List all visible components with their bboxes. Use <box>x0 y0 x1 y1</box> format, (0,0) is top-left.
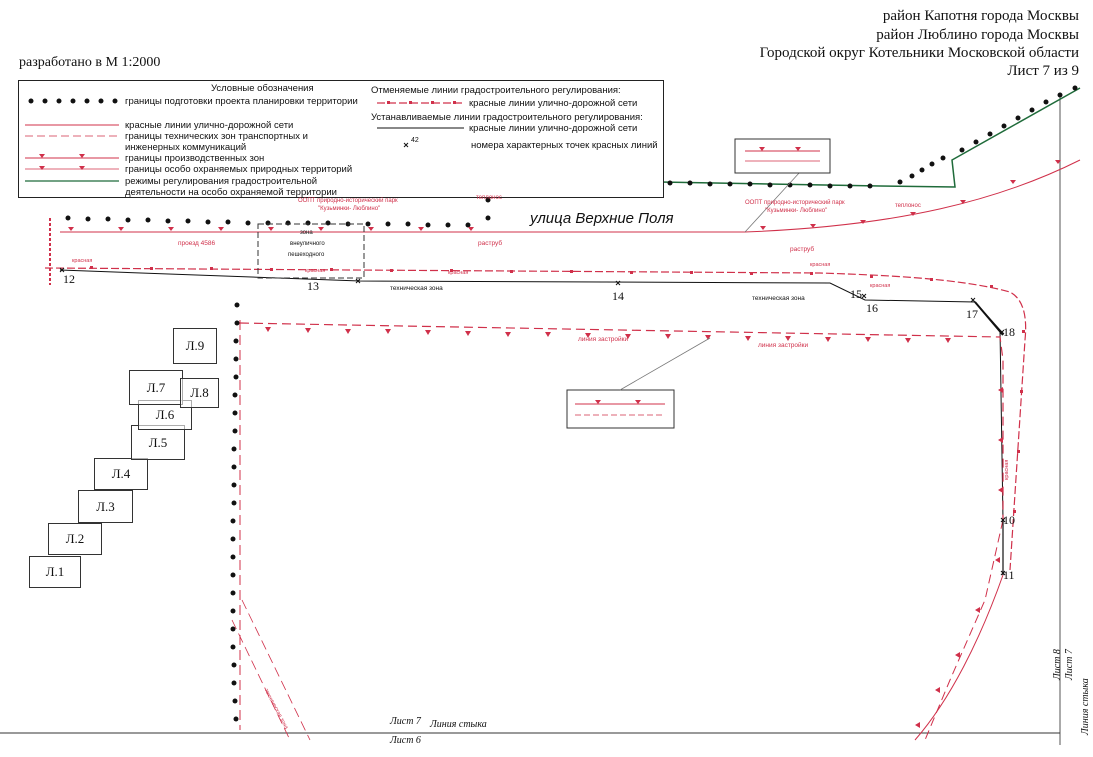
red-dashed-lower-right <box>925 520 1003 740</box>
legend-item-project-boundary: границы подготовки проекта планировки территории <box>125 96 358 107</box>
point-markers <box>60 268 1005 575</box>
scale-note: разработано в М 1:2000 <box>19 55 161 70</box>
sheet-index-6[interactable]: Л.6 <box>138 400 192 430</box>
point-12: 12 <box>63 272 75 286</box>
sheet-index-8[interactable]: Л.8 <box>180 378 219 408</box>
legend-item-regime-2: деятельности на особо охраняемой территории <box>125 187 337 198</box>
red-line-lower <box>915 575 1003 740</box>
legend-cancel-title: Отменяемые линии градостроительного регулирования: <box>371 85 621 96</box>
krasnaya-label-6: красная <box>1004 459 1010 480</box>
sheet7-bottom-label: Лист 7 <box>390 716 421 727</box>
legend-new-title: Устанавливаемые линии градостроительного регулирования: <box>371 112 643 123</box>
legend-item-regime-1: режимы регулирования градостроительной <box>125 176 318 187</box>
krasnaya-label-1: красная <box>72 258 93 264</box>
segment-17-18 <box>975 302 1003 335</box>
tech-zone-vertical-label: техническая зона <box>262 688 289 731</box>
legend-item-tech-zones-2: инженерных коммуникаций <box>125 142 247 153</box>
rastrub-label-2: раструб <box>790 246 815 253</box>
build-line-label-2: линия застройки <box>758 342 809 349</box>
point-16: 16 <box>866 301 878 315</box>
sheet-index-1[interactable]: Л.1 <box>29 556 81 588</box>
park-label-right-1: ООПТ природно-исторический парк <box>745 200 845 206</box>
sheet6-bottom-label: Лист 6 <box>390 735 421 746</box>
point-14: 14 <box>612 289 624 303</box>
green-regime-boundary <box>660 88 1080 187</box>
point-11: 11 <box>1003 568 1015 582</box>
build-line-label-1: линия застройки <box>578 336 629 343</box>
red-line-street-new <box>60 270 1003 572</box>
header-kotelniki: Городской округ Котельники Московской области <box>759 45 1079 61</box>
park-label-left-1: ООПТ природно-исторический парк <box>298 198 398 204</box>
park-label-right-2: "Кузьминки- Люблино" <box>765 208 828 214</box>
zone-label-2: внеуличного <box>290 241 325 247</box>
junction-bottom-label: Линия стыка <box>430 719 487 730</box>
point-13: 13 <box>307 279 319 293</box>
zone-label-3: пешеходного <box>288 252 325 258</box>
building-line-triangles <box>262 327 1003 731</box>
teplonos-label: теплонос <box>476 195 502 201</box>
point-18: 18 <box>1003 325 1015 339</box>
legend-cancel-item: красные линии улично-дорожной сети <box>469 98 638 109</box>
krasnaya-label-3: красная <box>448 270 469 276</box>
teplonos-label-2: теплонос <box>895 203 921 209</box>
callout-box-top <box>735 139 830 173</box>
sheet-index-9[interactable]: Л.9 <box>173 328 217 364</box>
header-district-kapotnya: район Капотня города Москвы <box>882 8 1079 24</box>
point-17: 17 <box>966 307 978 321</box>
legend-point-caption: номера характерных точек красных линий <box>471 140 658 151</box>
project-boundary-dots-street <box>66 198 491 228</box>
park-label-left-2: "Кузьминки- Люблино" <box>318 206 381 212</box>
legend-item-protected-areas: границы особо охраняемых природных территорий <box>125 164 353 175</box>
callout-box-bottom <box>567 390 674 428</box>
red-line-street-cancelled <box>45 268 1026 570</box>
legend-panel <box>18 80 664 198</box>
legend-item-red-lines: красные линии улично-дорожной сети <box>125 120 294 131</box>
legend-new-item: красные линии улично-дорожной сети <box>469 123 638 134</box>
tech-zone-label-2: техническая зона <box>752 295 805 302</box>
header-district-lyublino: район Люблино города Москвы <box>876 27 1079 43</box>
point-15: 15 <box>850 287 862 301</box>
rastrub-label-1: раструб <box>478 240 503 247</box>
legend-item-tech-zones-1: границы технических зон транспортных и <box>125 131 308 142</box>
header-sheet-count: Лист 7 из 9 <box>1007 63 1079 79</box>
sheet-index-5[interactable]: Л.5 <box>131 425 185 460</box>
junction-right-label: Линия стыка <box>1080 678 1091 735</box>
left-tech-zone-2 <box>242 600 310 740</box>
tech-zone-label-1: техническая зона <box>390 285 443 292</box>
krasnaya-label-5: красная <box>870 283 891 289</box>
project-boundary-dots-top <box>668 86 1078 189</box>
legend-title: Условные обозначения <box>211 83 314 94</box>
sheet-index-2[interactable]: Л.2 <box>48 523 102 555</box>
legend-item-production-zones: границы производственных зон <box>125 153 265 164</box>
leader-bottom <box>620 338 710 390</box>
legend-point-symbol: 42 <box>411 137 419 144</box>
cancelled-line-markers <box>90 266 1025 513</box>
krasnaya-label-4: красная <box>810 262 831 268</box>
zone-label-1: зона <box>300 230 313 236</box>
krasnaya-label-2: красная <box>305 268 326 274</box>
sheet-index-7[interactable]: Л.7 <box>129 370 183 405</box>
proezd-label: проезд 4586 <box>178 240 216 247</box>
sheet-index-4[interactable]: Л.4 <box>94 458 148 490</box>
sheet8-right-label: Лист 8 <box>1052 649 1063 680</box>
project-boundary-dots-left <box>231 303 240 722</box>
street-name-label: улица Верхние Поля <box>530 210 674 227</box>
sheet-index-3[interactable]: Л.3 <box>78 490 133 523</box>
point-10: 10 <box>1003 513 1015 527</box>
sheet7-right-label: Лист 7 <box>1064 649 1075 680</box>
